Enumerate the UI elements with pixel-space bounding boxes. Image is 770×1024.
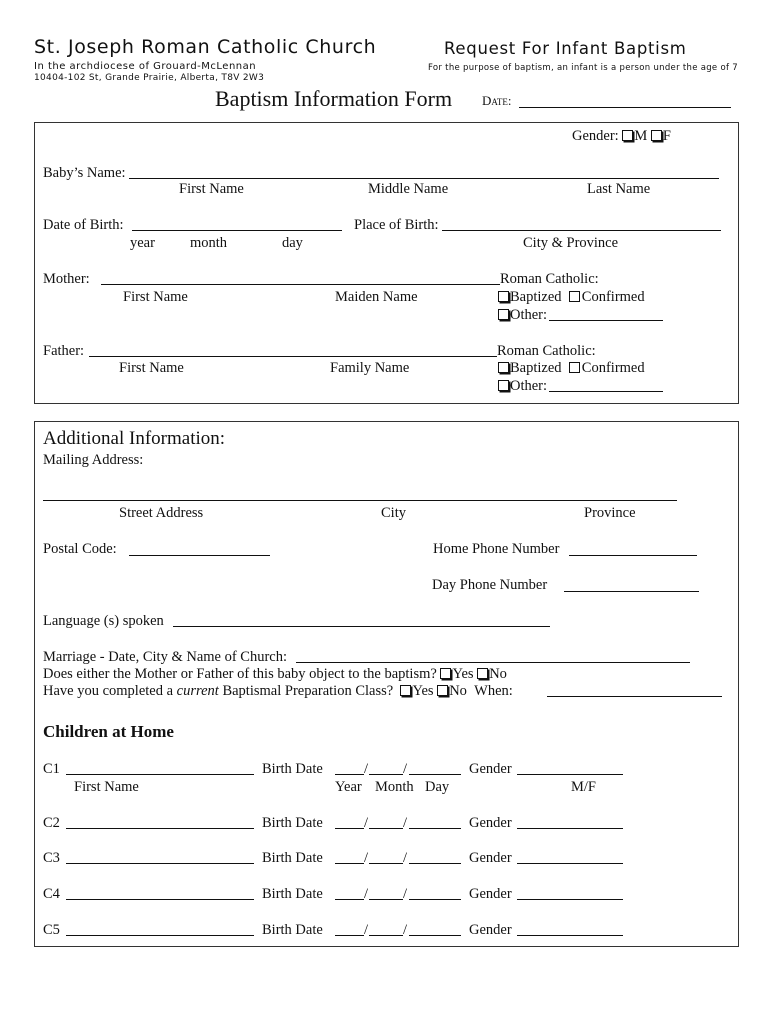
day-phone-field[interactable] (564, 591, 699, 592)
marriage-label: Marriage - Date, City & Name of Church: (43, 649, 288, 665)
gender-label: Gender: M F (572, 128, 671, 144)
child-row-label: C3 (43, 850, 60, 866)
marriage-field[interactable] (296, 662, 690, 663)
child-birth-month-field[interactable] (369, 935, 403, 936)
mother-name-field[interactable] (101, 284, 500, 285)
mother-confirmed-checkbox[interactable] (569, 291, 580, 302)
date-slash: / (403, 761, 408, 777)
mother-first-name-caption: First Name (123, 289, 188, 305)
dob-day-caption: day (282, 235, 303, 251)
mother-other-checkbox[interactable] (498, 309, 509, 320)
child-birth-date-label: Birth Date (262, 886, 323, 902)
street-caption: Street Address (119, 505, 204, 521)
city-caption: City (381, 505, 406, 521)
child-birth-day-field[interactable] (409, 828, 461, 829)
baby-middle-name-caption: Middle Name (368, 181, 449, 197)
child-gender-field[interactable] (517, 899, 623, 900)
province-caption: Province (584, 505, 636, 521)
child-gender-field[interactable] (517, 774, 623, 775)
date-slash: / (364, 850, 369, 866)
child-gender-label: Gender (469, 761, 512, 777)
archdiocese-text: In the archdiocese of Grouard-McLennan (34, 61, 257, 72)
pob-caption: City & Province (523, 235, 619, 251)
child-gender-label: Gender (469, 886, 512, 902)
child-birth-month-field[interactable] (369, 899, 403, 900)
mother-maiden-name-caption: Maiden Name (335, 289, 418, 305)
gender-f-checkbox[interactable] (651, 130, 662, 141)
postal-code-label: Postal Code: (43, 541, 117, 557)
dob-field[interactable] (132, 230, 342, 231)
father-other-option: Other: (498, 378, 547, 395)
home-phone-label: Home Phone Number (433, 541, 560, 557)
child-birth-date-label: Birth Date (262, 815, 323, 831)
date-slash: / (364, 761, 369, 777)
mother-baptized-checkbox[interactable] (498, 291, 509, 302)
request-title: Request For Infant Baptism (444, 39, 687, 58)
date-slash: / (403, 850, 408, 866)
mother-rc-label: Roman Catholic: (500, 271, 599, 287)
child-gender-field[interactable] (517, 935, 623, 936)
dob-year-caption: year (130, 235, 155, 251)
child-birth-year-field[interactable] (335, 899, 364, 900)
child-first-name-caption: First Name (74, 779, 139, 795)
child-row-label: C1 (43, 761, 60, 777)
father-rc-label: Roman Catholic: (497, 343, 596, 359)
day-phone-label: Day Phone Number (432, 577, 548, 593)
date-slash: / (364, 886, 369, 902)
child-row-label: C2 (43, 815, 60, 831)
prep-yes-checkbox[interactable] (400, 685, 411, 696)
child-birth-year-field[interactable] (335, 828, 364, 829)
child-birth-year-field[interactable] (335, 935, 364, 936)
postal-code-field[interactable] (129, 555, 270, 556)
child-day-caption: Day (425, 779, 450, 795)
mother-other-option: Other: (498, 307, 547, 324)
child-gender-label: Gender (469, 850, 512, 866)
object-question: Does either the Mother or Father of this baby object to the baptism? Yes No (43, 666, 507, 682)
prep-when-field[interactable] (547, 696, 722, 697)
father-confirmed-checkbox[interactable] (569, 362, 580, 373)
dob-month-caption: month (190, 235, 228, 251)
mother-baptized-option: Baptized Confirmed (498, 289, 645, 306)
children-title: Children at Home (43, 722, 174, 741)
child-gender-field[interactable] (517, 828, 623, 829)
prep-question: Have you completed a current Baptismal Preparation Class? Yes No When: (43, 683, 513, 699)
gender-m-checkbox[interactable] (622, 130, 633, 141)
date-slash: / (403, 886, 408, 902)
child-birth-day-field[interactable] (409, 899, 461, 900)
date-field[interactable] (519, 107, 731, 108)
form-title: Baptism Information Form (215, 86, 453, 111)
child-birth-year-field[interactable] (335, 863, 364, 864)
date-slash: / (364, 815, 369, 831)
mother-other-field[interactable] (549, 320, 663, 321)
language-field[interactable] (173, 626, 550, 627)
church-name: St. Joseph Roman Catholic Church (34, 36, 377, 58)
language-label: Language (s) spoken (43, 613, 164, 629)
child-birth-year-field[interactable] (335, 774, 364, 775)
father-label: Father: (43, 343, 85, 359)
child-birth-day-field[interactable] (409, 935, 461, 936)
baby-name-label: Baby’s Name: (43, 165, 126, 181)
baby-last-name-caption: Last Name (587, 181, 651, 197)
child-gender-label: Gender (469, 922, 512, 938)
father-first-name-caption: First Name (119, 360, 184, 376)
child-birth-date-label: Birth Date (262, 850, 323, 866)
object-no-checkbox[interactable] (477, 668, 488, 679)
child-mf-caption: M/F (571, 779, 596, 795)
church-address: 10404-102 St, Grande Prairie, Alberta, T8V 2W3 (34, 73, 265, 83)
home-phone-field[interactable] (569, 555, 697, 556)
father-name-field[interactable] (89, 356, 497, 357)
object-yes-checkbox[interactable] (440, 668, 451, 679)
child-year-caption: Year (335, 779, 362, 795)
father-baptized-checkbox[interactable] (498, 362, 509, 373)
child-name-field[interactable] (66, 935, 254, 936)
child-name-field[interactable] (66, 774, 254, 775)
child-birth-date-label: Birth Date (262, 761, 323, 777)
father-baptized-option: Baptized Confirmed (498, 360, 645, 377)
child-birth-month-field[interactable] (369, 828, 403, 829)
date-label: Date: (482, 93, 512, 108)
child-birth-day-field[interactable] (409, 863, 461, 864)
mother-label: Mother: (43, 271, 90, 287)
baby-first-name-caption: First Name (179, 181, 244, 197)
mailing-label: Mailing Address: (43, 452, 144, 468)
additional-title: Additional Information: (43, 428, 226, 449)
baby-name-field[interactable] (129, 178, 719, 179)
child-gender-field[interactable] (517, 863, 623, 864)
date-slash: / (403, 922, 408, 938)
child-row-label: C4 (43, 886, 60, 902)
prep-no-checkbox[interactable] (437, 685, 448, 696)
child-name-field[interactable] (66, 899, 254, 900)
child-birth-month-field[interactable] (369, 863, 403, 864)
child-month-caption: Month (375, 779, 414, 795)
date-slash: / (364, 922, 369, 938)
mailing-address-field[interactable] (43, 500, 677, 501)
pob-label: Place of Birth: (354, 217, 439, 233)
pob-field[interactable] (442, 230, 721, 231)
child-birth-date-label: Birth Date (262, 922, 323, 938)
child-birth-day-field[interactable] (409, 774, 461, 775)
child-name-field[interactable] (66, 828, 254, 829)
request-note: For the purpose of baptism, an infant is a person under the age of 7 (428, 63, 738, 73)
child-birth-month-field[interactable] (369, 774, 403, 775)
child-gender-label: Gender (469, 815, 512, 831)
father-family-name-caption: Family Name (330, 360, 410, 376)
father-other-field[interactable] (549, 391, 663, 392)
child-row-label: C5 (43, 922, 60, 938)
child-name-field[interactable] (66, 863, 254, 864)
dob-label: Date of Birth: (43, 217, 124, 233)
father-other-checkbox[interactable] (498, 380, 509, 391)
date-slash: / (403, 815, 408, 831)
